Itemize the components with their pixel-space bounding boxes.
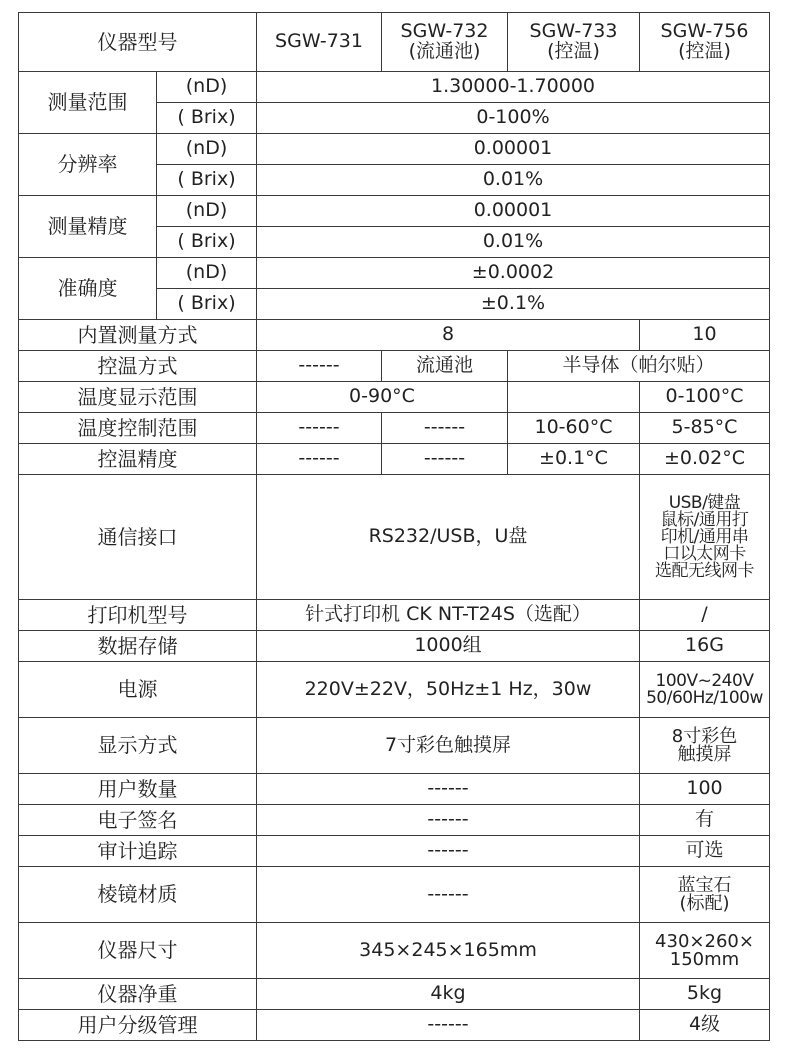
value-line: 430×260× xyxy=(655,930,754,952)
value-line: USB/键盘 xyxy=(668,492,741,513)
e-signature-value-a: ------ xyxy=(257,805,640,836)
temp-control-range-731: ------ xyxy=(257,413,382,444)
temp-control-range-733: 10-60°C xyxy=(508,413,640,444)
printer-model-value-a: 针式打印机 CK NT-T24S（选配） xyxy=(257,600,640,631)
temp-control-method-row xyxy=(19,351,770,382)
prism-material-value-a: ------ xyxy=(257,867,640,923)
temp-control-range-756: 5-85°C xyxy=(640,413,770,444)
value-line: 50/60Hz/100w xyxy=(646,687,763,708)
display-label: 显示方式 xyxy=(19,718,257,774)
temp-display-range-row xyxy=(19,382,770,413)
measure-range-label: 测量范围 xyxy=(19,72,157,134)
user-count-value-a: ------ xyxy=(257,774,640,805)
model-name: SGW-732 xyxy=(400,20,489,43)
power-value-a: 220V±22V，50Hz±1 Hz，30w xyxy=(257,662,640,718)
temp-control-precision-label: 控温精度 xyxy=(19,444,257,475)
temp-display-range-733 xyxy=(508,382,640,413)
e-signature-row xyxy=(19,805,770,836)
temp-control-precision-733: ±0.1°C xyxy=(508,444,640,475)
data-storage-value-a: 1000组 xyxy=(257,631,640,662)
user-levels-label: 用户分级管理 xyxy=(19,1010,257,1041)
model-name: SGW-733 xyxy=(529,20,618,43)
power-row xyxy=(19,662,770,718)
net-weight-row xyxy=(19,979,770,1010)
dimensions-row xyxy=(19,923,770,979)
net-weight-value-b: 5kg xyxy=(640,979,770,1010)
user-count-value-b: 100 xyxy=(640,774,770,805)
precision-nd-value: 0.00001 xyxy=(257,196,770,227)
display-value-b xyxy=(640,718,770,774)
temp-control-range-732: ------ xyxy=(382,413,508,444)
resolution-nd-row xyxy=(19,134,770,165)
temp-control-method-label: 控温方式 xyxy=(19,351,257,382)
brix-unit-label: ( Brix) xyxy=(157,227,257,258)
builtin-methods-value-a: 8 xyxy=(257,320,640,351)
value-line: 8寸彩色 xyxy=(671,725,738,747)
model-sgw-731 xyxy=(257,13,382,72)
comm-interface-value-b xyxy=(640,475,770,600)
model-header-label: 仪器型号 xyxy=(19,13,257,72)
user-levels-row xyxy=(19,1010,770,1041)
net-weight-label: 仪器净重 xyxy=(19,979,257,1010)
data-storage-value-b: 16G xyxy=(640,631,770,662)
model-note: (流通池) xyxy=(408,40,481,62)
temp-display-range-731-732: 0-90°C xyxy=(257,382,508,413)
user-count-label: 用户数量 xyxy=(19,774,257,805)
temp-control-precision-731: ------ xyxy=(257,444,382,475)
value-line: (标配) xyxy=(679,892,730,914)
value-line: 100V~240V xyxy=(655,670,754,691)
builtin-methods-row xyxy=(19,320,770,351)
prism-material-value-b xyxy=(640,867,770,923)
value-line: 蓝宝石 xyxy=(677,874,732,896)
dimensions-label: 仪器尺寸 xyxy=(19,923,257,979)
user-levels-value-b: 4级 xyxy=(640,1010,770,1041)
measure-range-nd-row xyxy=(19,72,770,103)
brix-unit-label: ( Brix) xyxy=(157,165,257,196)
value-line: 触摸屏 xyxy=(677,743,732,765)
temp-control-method-733-756: 半导体（帕尔贴） xyxy=(508,351,770,382)
display-row xyxy=(19,718,770,774)
precision-label: 测量精度 xyxy=(19,196,157,258)
audit-trail-label: 审计追踪 xyxy=(19,836,257,867)
temp-control-precision-row xyxy=(19,444,770,475)
model-name: SGW-756 xyxy=(660,20,749,43)
display-value-a: 7寸彩色触摸屏 xyxy=(257,718,640,774)
temp-control-precision-732: ------ xyxy=(382,444,508,475)
printer-model-row xyxy=(19,600,770,631)
e-signature-label: 电子签名 xyxy=(19,805,257,836)
builtin-methods-label: 内置测量方式 xyxy=(19,320,257,351)
accuracy-nd-row xyxy=(19,258,770,289)
model-name: SGW-731 xyxy=(275,30,363,53)
model-note: (控温) xyxy=(547,40,600,62)
comm-interface-value-a: RS232/USB，U盘 xyxy=(257,475,640,600)
temp-control-precision-756: ±0.02°C xyxy=(640,444,770,475)
value-line: 150mm xyxy=(669,948,740,970)
comm-interface-label: 通信接口 xyxy=(19,475,257,600)
measure-range-brix-value: 0-100% xyxy=(257,103,770,134)
accuracy-brix-value: ±0.1% xyxy=(257,289,770,320)
nd-unit-label: (nD) xyxy=(157,134,257,165)
dimensions-value-b xyxy=(640,923,770,979)
data-storage-row xyxy=(19,631,770,662)
power-label: 电源 xyxy=(19,662,257,718)
data-storage-label: 数据存储 xyxy=(19,631,257,662)
resolution-brix-value: 0.01% xyxy=(257,165,770,196)
spec-table xyxy=(18,12,770,1041)
resolution-nd-value: 0.00001 xyxy=(257,134,770,165)
model-sgw-756 xyxy=(640,13,770,72)
header-row xyxy=(19,13,770,72)
user-levels-value-a: ------ xyxy=(257,1010,640,1041)
measure-range-nd-value: 1.30000-1.70000 xyxy=(257,72,770,103)
precision-brix-value: 0.01% xyxy=(257,227,770,258)
builtin-methods-value-b: 10 xyxy=(640,320,770,351)
accuracy-label: 准确度 xyxy=(19,258,157,320)
comm-interface-row xyxy=(19,475,770,600)
value-line: 口以太网卡 xyxy=(663,543,746,564)
model-note: (控温) xyxy=(678,40,731,62)
brix-unit-label: ( Brix) xyxy=(157,103,257,134)
nd-unit-label: (nD) xyxy=(157,72,257,103)
audit-trail-row xyxy=(19,836,770,867)
temp-control-method-731: ------ xyxy=(257,351,382,382)
temp-display-range-label: 温度显示范围 xyxy=(19,382,257,413)
temp-control-range-label: 温度控制范围 xyxy=(19,413,257,444)
prism-material-row xyxy=(19,867,770,923)
dimensions-value-a: 345×245×165mm xyxy=(257,923,640,979)
precision-nd-row xyxy=(19,196,770,227)
audit-trail-value-b: 可选 xyxy=(640,836,770,867)
power-value-b xyxy=(640,662,770,718)
temp-display-range-756: 0-100°C xyxy=(640,382,770,413)
audit-trail-value-a: ------ xyxy=(257,836,640,867)
value-line: 鼠标/通用打 xyxy=(660,509,749,530)
brix-unit-label: ( Brix) xyxy=(157,289,257,320)
value-line: 印机/通用串 xyxy=(660,526,749,547)
temp-control-range-row xyxy=(19,413,770,444)
temp-control-method-732: 流通池 xyxy=(382,351,508,382)
accuracy-nd-value: ±0.0002 xyxy=(257,258,770,289)
e-signature-value-b: 有 xyxy=(640,805,770,836)
nd-unit-label: (nD) xyxy=(157,258,257,289)
nd-unit-label: (nD) xyxy=(157,196,257,227)
net-weight-value-a: 4kg xyxy=(257,979,640,1010)
prism-material-label: 棱镜材质 xyxy=(19,867,257,923)
printer-model-label: 打印机型号 xyxy=(19,600,257,631)
value-line: 选配无线网卡 xyxy=(655,560,754,581)
printer-model-value-b: / xyxy=(640,600,770,631)
model-sgw-733 xyxy=(508,13,640,72)
resolution-label: 分辨率 xyxy=(19,134,157,196)
model-sgw-732 xyxy=(382,13,508,72)
user-count-row xyxy=(19,774,770,805)
